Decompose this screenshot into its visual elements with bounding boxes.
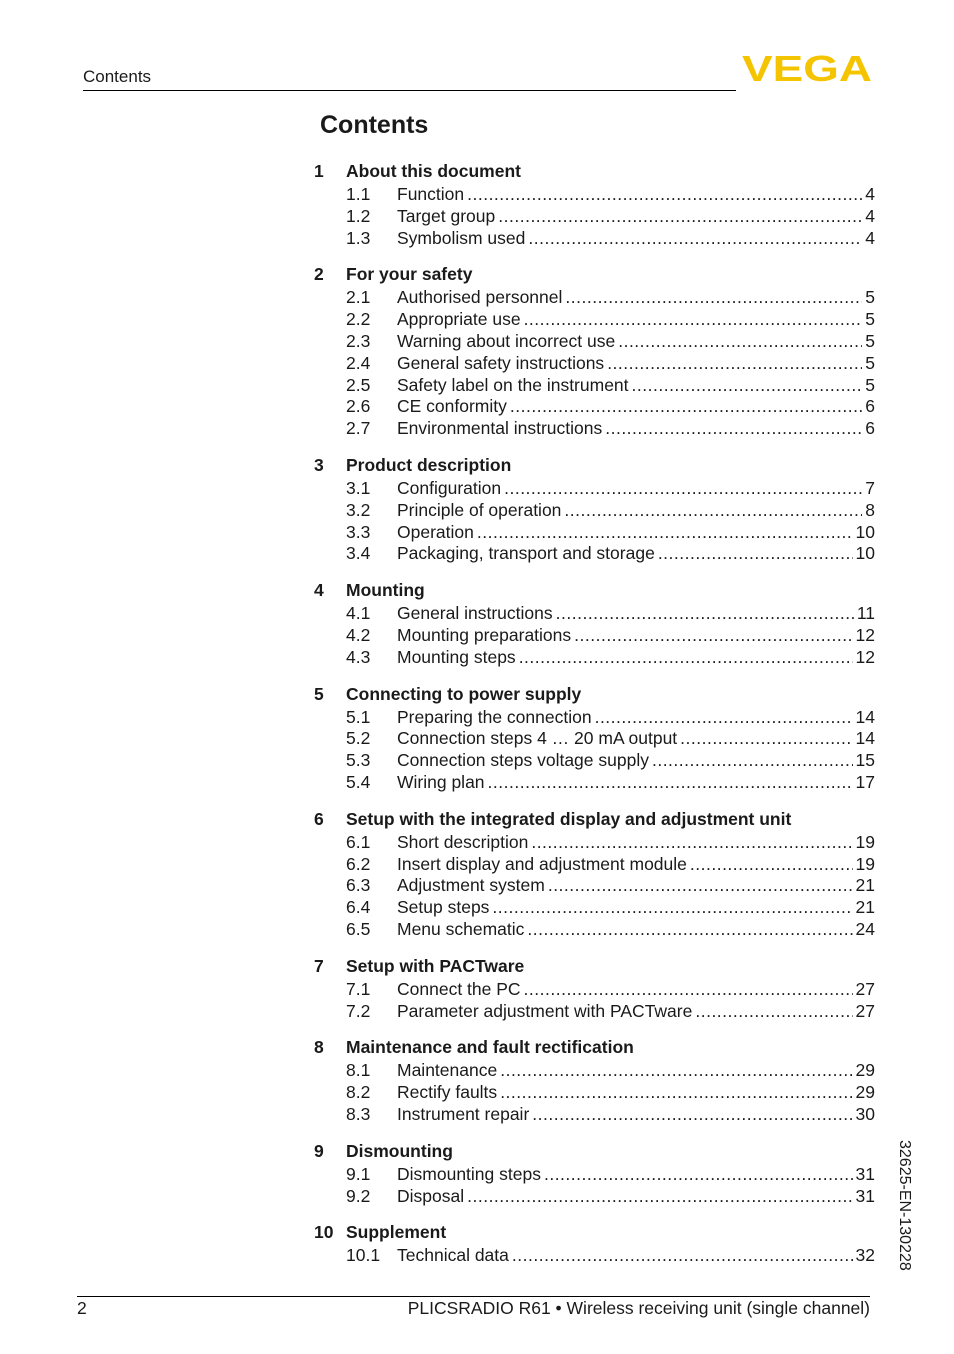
toc-entry[interactable] [314, 897, 875, 919]
chapter-number: 6 [314, 808, 324, 829]
entry-number: 2.1 [346, 287, 371, 308]
toc-chapter-heading[interactable] [314, 158, 875, 184]
entry-number: 6.3 [346, 875, 371, 896]
toc-entry[interactable] [314, 707, 875, 729]
entry-page-number: 6 [865, 396, 875, 417]
entry-page-number: 14 [855, 706, 875, 727]
toc-entry[interactable] [314, 287, 875, 309]
entry-number: 4.1 [346, 603, 371, 624]
dot-leader [527, 919, 852, 941]
entry-title: Safety label on the instrument [397, 374, 629, 395]
dot-leader [498, 206, 862, 228]
entry-page-number: 10 [855, 521, 875, 542]
entry-number: 2.7 [346, 418, 371, 439]
dot-leader [492, 897, 852, 919]
entry-page-number: 27 [855, 978, 875, 999]
toc-chapter-heading[interactable] [314, 577, 875, 603]
toc-chapter [314, 158, 875, 249]
chapter-number: 4 [314, 580, 324, 601]
toc-entry[interactable] [314, 1001, 875, 1023]
toc-entry[interactable] [314, 228, 875, 250]
chapter-title: Maintenance and fault rectification [346, 1037, 634, 1058]
entry-number: 4.3 [346, 646, 371, 667]
toc-chapter [314, 261, 875, 440]
entry-title: General safety instructions [397, 352, 605, 373]
entry-number: 2.6 [346, 396, 371, 417]
chapter-title: Setup with PACTware [346, 955, 525, 976]
entry-number: 8.3 [346, 1103, 371, 1124]
entry-number: 3.4 [346, 543, 371, 564]
toc-chapter [314, 806, 875, 941]
toc-entry[interactable] [314, 500, 875, 522]
chapter-title: Setup with the integrated display and adjustment unit [346, 808, 792, 829]
entry-title: Dismounting steps [397, 1163, 541, 1184]
entry-number: 9.1 [346, 1163, 371, 1184]
dot-leader [658, 543, 853, 565]
entry-page-number: 8 [865, 499, 875, 520]
dot-leader [544, 1164, 853, 1186]
entry-number: 7.1 [346, 978, 371, 999]
entry-page-number: 17 [855, 771, 875, 792]
dot-leader [504, 478, 862, 500]
chapter-title: About this document [346, 161, 521, 181]
toc-chapter-heading[interactable] [314, 806, 875, 832]
entry-number: 1.1 [346, 184, 371, 204]
toc-entry[interactable] [314, 1104, 875, 1126]
entry-page-number: 6 [865, 418, 875, 439]
entry-number: 7.2 [346, 1000, 371, 1021]
toc-entry[interactable] [314, 603, 875, 625]
entry-number: 2.2 [346, 309, 371, 330]
dot-leader [519, 647, 853, 669]
toc-chapter [314, 1034, 875, 1125]
toc-chapter-heading[interactable] [314, 953, 875, 979]
entry-page-number: 5 [865, 309, 875, 330]
entry-page-number: 12 [855, 624, 875, 645]
toc-entry[interactable] [314, 353, 875, 375]
entry-title: Instrument repair [397, 1103, 530, 1124]
dot-leader [680, 728, 852, 750]
entry-number: 1.3 [346, 227, 371, 248]
entry-title: Configuration [397, 477, 502, 498]
entry-number: 2.4 [346, 352, 371, 373]
chapter-number: 8 [314, 1037, 324, 1058]
toc-entry[interactable] [314, 750, 875, 772]
entry-title: Rectify faults [397, 1082, 498, 1103]
toc-entry[interactable] [314, 832, 875, 854]
entry-number: 6.1 [346, 831, 371, 852]
entry-page-number: 4 [865, 205, 875, 226]
entry-title: Function [397, 184, 465, 204]
entry-title: Short description [397, 831, 529, 852]
entry-title: Symbolism used [397, 227, 526, 248]
entry-page-number: 4 [865, 227, 875, 248]
toc-entry[interactable] [314, 854, 875, 876]
dot-leader [500, 1060, 852, 1082]
toc-entry[interactable] [314, 728, 875, 750]
toc-title: Contents [320, 111, 429, 139]
dot-leader [467, 1186, 852, 1208]
dot-leader [595, 707, 853, 729]
entry-title: Principle of operation [397, 499, 562, 520]
dot-leader [467, 184, 862, 206]
entry-page-number: 31 [855, 1185, 875, 1206]
toc-entry[interactable] [314, 543, 875, 565]
toc-entry[interactable] [314, 875, 875, 897]
dot-leader [605, 418, 862, 440]
chapter-title: Connecting to power supply [346, 683, 582, 704]
entry-page-number: 10 [855, 543, 875, 564]
dot-leader [500, 1082, 852, 1104]
entry-page-number: 21 [855, 875, 875, 896]
dot-leader [574, 625, 852, 647]
entry-title: Connection steps 4 … 20 mA output [397, 728, 678, 749]
chapter-title: Mounting [346, 580, 425, 601]
toc-chapter-heading[interactable] [314, 1138, 875, 1164]
toc-chapter-heading[interactable] [314, 452, 875, 478]
entry-title: Disposal [397, 1185, 465, 1206]
toc-entry[interactable] [314, 1082, 875, 1104]
toc-entry[interactable] [314, 309, 875, 331]
chapter-number: 5 [314, 683, 324, 704]
entry-title: Warning about incorrect use [397, 330, 616, 351]
entry-title: Maintenance [397, 1060, 498, 1081]
chapter-number: 9 [314, 1140, 324, 1161]
entry-title: Connect the PC [397, 978, 521, 999]
toc-entry[interactable] [314, 772, 875, 794]
toc-chapter-heading[interactable] [314, 261, 875, 287]
toc-chapter-heading[interactable] [314, 1034, 875, 1060]
toc-entry[interactable] [314, 331, 875, 353]
entry-number: 1.2 [346, 205, 371, 226]
dot-leader [652, 750, 853, 772]
chapter-number: 1 [314, 161, 324, 181]
entry-page-number: 5 [865, 352, 875, 373]
entry-page-number: 30 [855, 1103, 875, 1124]
entry-page-number: 29 [855, 1082, 875, 1103]
entry-title: Authorised personnel [397, 287, 563, 308]
dot-leader [528, 228, 862, 250]
chapter-number: 10 [314, 1222, 334, 1243]
entry-page-number: 5 [865, 287, 875, 308]
entry-title: Technical data [397, 1245, 509, 1266]
toc-entry[interactable] [314, 184, 875, 206]
entry-number: 5.1 [346, 706, 371, 727]
dot-leader [524, 979, 853, 1001]
chapter-title: Product description [346, 454, 512, 475]
entry-number: 6.2 [346, 853, 371, 874]
toc-chapter-heading[interactable] [314, 1219, 875, 1245]
dot-leader [564, 500, 862, 522]
dot-leader [695, 1001, 852, 1023]
entry-number: 6.4 [346, 897, 371, 918]
entry-number: 10.1 [346, 1245, 381, 1266]
toc-chapter [314, 1219, 875, 1267]
dot-leader [510, 396, 862, 418]
entry-title: Parameter adjustment with PACTware [397, 1000, 693, 1021]
entry-title: CE conformity [397, 396, 507, 417]
toc-chapter [314, 953, 875, 1023]
toc-entry[interactable] [314, 647, 875, 669]
toc-entry[interactable] [314, 396, 875, 418]
footer-rule [77, 1296, 870, 1297]
entry-title: Preparing the connection [397, 706, 592, 727]
entry-page-number: 27 [855, 1000, 875, 1021]
chapter-number: 3 [314, 454, 324, 475]
entry-page-number: 19 [855, 831, 875, 852]
entry-page-number: 15 [855, 750, 875, 771]
header-section-label: Contents [83, 67, 152, 86]
dot-leader [632, 375, 863, 397]
entry-title: Target group [397, 205, 496, 226]
dot-leader [531, 832, 852, 854]
toc-entry[interactable] [314, 919, 875, 941]
entry-title: Operation [397, 521, 474, 542]
entry-title: Mounting steps [397, 646, 516, 667]
toc-chapter [314, 577, 875, 668]
entry-number: 5.4 [346, 771, 371, 792]
dot-leader [565, 287, 862, 309]
entry-title: Adjustment system [397, 875, 545, 896]
chapter-number: 7 [314, 955, 324, 976]
entry-title: Setup steps [397, 897, 490, 918]
entry-number: 8.1 [346, 1060, 371, 1081]
chapter-title: Dismounting [346, 1140, 453, 1161]
toc-entry[interactable] [314, 625, 875, 647]
table-of-contents [314, 158, 875, 1279]
entry-number: 9.2 [346, 1185, 371, 1206]
dot-leader [532, 1104, 852, 1126]
entry-number: 2.3 [346, 330, 371, 351]
toc-entry[interactable] [314, 478, 875, 500]
entry-number: 8.2 [346, 1082, 371, 1103]
toc-entry[interactable] [314, 375, 875, 397]
entry-page-number: 5 [865, 330, 875, 351]
logo-wordmark: VEGA [742, 52, 872, 84]
entry-page-number: 32 [855, 1245, 875, 1266]
toc-entry[interactable] [314, 1245, 875, 1267]
entry-number: 6.5 [346, 918, 371, 939]
dot-leader [488, 772, 853, 794]
dot-leader [607, 353, 862, 375]
entry-page-number: 24 [855, 918, 875, 939]
entry-title: Mounting preparations [397, 624, 572, 645]
entry-number: 3.1 [346, 477, 371, 498]
chapter-number: 2 [314, 264, 324, 285]
entry-page-number: 29 [855, 1060, 875, 1081]
document-code: 32625-EN-130228 [896, 1140, 913, 1271]
entry-title: Packaging, transport and storage [397, 543, 655, 564]
entry-title: Insert display and adjustment module [397, 853, 687, 874]
entry-title: Environmental instructions [397, 418, 603, 439]
entry-page-number: 5 [865, 374, 875, 395]
dot-leader [690, 854, 853, 876]
toc-entry[interactable] [314, 979, 875, 1001]
entry-page-number: 19 [855, 853, 875, 874]
toc-entry[interactable] [314, 522, 875, 544]
chapter-title: For your safety [346, 264, 473, 285]
entry-title: Wiring plan [397, 771, 485, 792]
footer-product-title: PLICSRADIO R61 • Wireless receiving unit (single channel) [407, 1298, 870, 1318]
entry-title: Menu schematic [397, 918, 525, 939]
entry-page-number: 12 [855, 646, 875, 667]
entry-number: 5.2 [346, 728, 371, 749]
entry-title: Connection steps voltage supply [397, 750, 649, 771]
vega-logo [742, 52, 872, 84]
toc-entry[interactable] [314, 1060, 875, 1082]
toc-entry[interactable] [314, 206, 875, 228]
toc-entry[interactable] [314, 418, 875, 440]
entry-number: 4.2 [346, 624, 371, 645]
entry-page-number: 11 [856, 603, 875, 624]
chapter-title: Supplement [346, 1222, 447, 1243]
dot-leader [548, 875, 853, 897]
toc-chapter [314, 452, 875, 565]
dot-leader [477, 522, 853, 544]
entry-page-number: 21 [855, 897, 875, 918]
dot-leader [512, 1245, 853, 1267]
toc-chapter [314, 681, 875, 794]
toc-chapter-heading[interactable] [314, 681, 875, 707]
dot-leader [618, 331, 862, 353]
toc-chapter [314, 1138, 875, 1208]
entry-page-number: 31 [855, 1163, 875, 1184]
toc-entry[interactable] [314, 1164, 875, 1186]
header-rule [83, 90, 736, 91]
entry-number: 2.5 [346, 374, 371, 395]
toc-entry[interactable] [314, 1186, 875, 1208]
entry-number: 5.3 [346, 750, 371, 771]
entry-title: General instructions [397, 603, 553, 624]
entry-number: 3.2 [346, 499, 371, 520]
entry-page-number: 4 [865, 184, 875, 204]
entry-number: 3.3 [346, 521, 371, 542]
entry-title: Appropriate use [397, 309, 521, 330]
entry-page-number: 7 [865, 477, 875, 498]
dot-leader [556, 603, 854, 625]
dot-leader [524, 309, 863, 331]
entry-page-number: 14 [855, 728, 875, 749]
footer-page-number: 2 [77, 1298, 87, 1318]
